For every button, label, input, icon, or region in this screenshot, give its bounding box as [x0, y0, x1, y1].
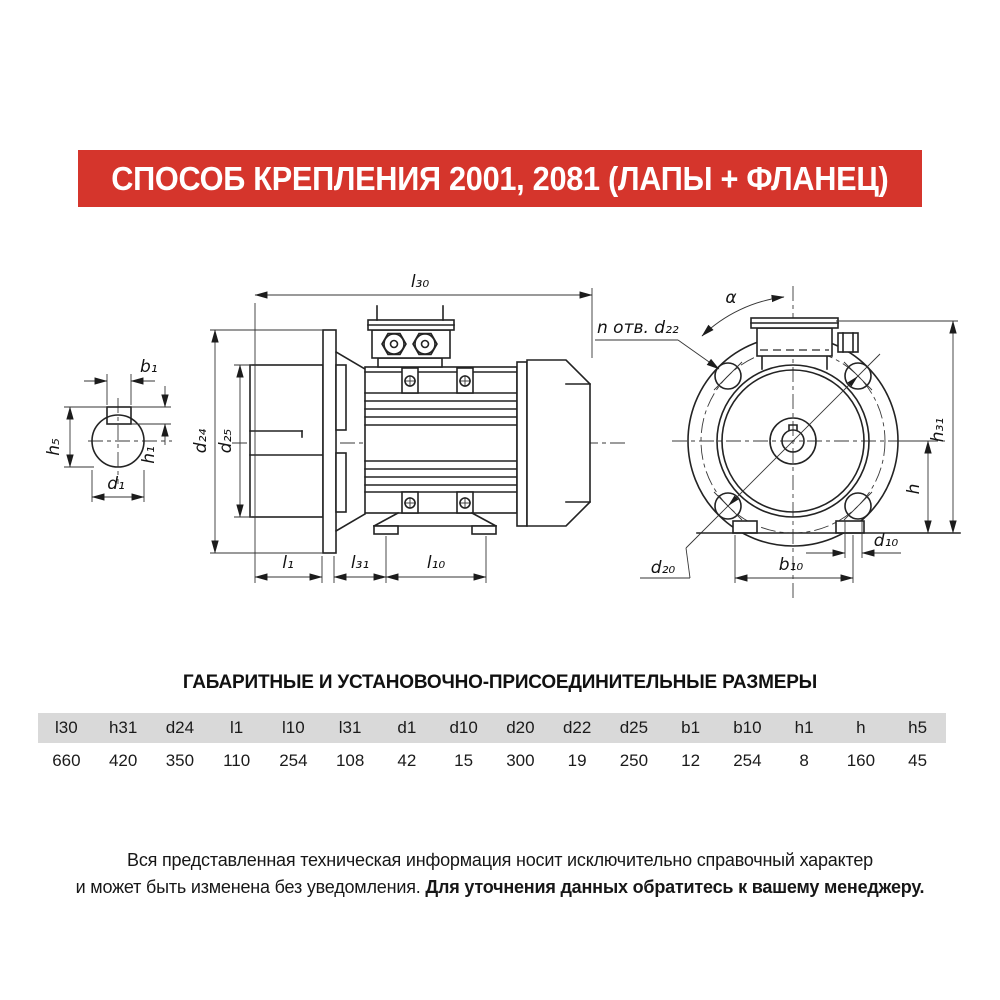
table-header-cell: d24 [165, 718, 195, 737]
table-title: ГАБАРИТНЫЕ И УСТАНОВОЧНО-ПРИСОЕДИНИТЕЛЬНЫЕ РАЗМЕРЫ [182, 672, 818, 693]
table-header-cell: d10 [449, 718, 478, 737]
table-header-cell: h31 [108, 718, 138, 737]
dim-label-d20: d₂₀ [650, 558, 676, 578]
table-header-cell: h1 [794, 718, 814, 737]
table-value-row [38, 743, 946, 779]
dim-label-d1: d₁ [107, 474, 125, 494]
dim-label-l1: l₁ [282, 553, 294, 573]
table-header-row [38, 713, 946, 743]
disclaimer-line-2 [0, 874, 1000, 901]
motor-body [365, 367, 517, 513]
table-value-cell: 254 [279, 751, 308, 770]
table-value-cell: 250 [619, 751, 649, 770]
dim-label-h: h [904, 483, 924, 495]
disclaimer [0, 847, 1000, 901]
table-header-cell: d20 [506, 718, 535, 737]
table-value-cell: 254 [733, 751, 762, 770]
table-value-cell: 108 [335, 751, 365, 770]
dim-label-l31: l₃₁ [350, 553, 370, 573]
table-header-cell: l1 [230, 718, 244, 737]
shaft-section-view [44, 357, 172, 502]
foot-front [836, 521, 864, 533]
foot-front [733, 521, 757, 533]
table-value-cell: 12 [681, 751, 701, 770]
table-header-cell: l30 [55, 718, 78, 737]
terminal-box-side [368, 306, 454, 367]
table-header-cell: d1 [397, 718, 417, 737]
motor-side-view [191, 272, 628, 583]
table-header-cell: h [856, 718, 866, 737]
table-header-cell: d22 [562, 718, 592, 737]
table-header-cell: l10 [282, 718, 305, 737]
table-value-cell: 19 [567, 751, 587, 770]
dim-label-h31: h₃₁ [928, 417, 948, 443]
flange-front-view [595, 286, 960, 600]
page-title: СПОСОБ КРЕПЛЕНИЯ 2001, 2081 (ЛАПЫ + ФЛАНЕЦ) [111, 159, 889, 197]
table-value-cell: 660 [52, 751, 81, 770]
table-header-cell: b1 [681, 718, 701, 737]
dim-label-b10: b₁₀ [778, 555, 804, 575]
table-value-cell: 300 [506, 751, 535, 770]
table-value-cell: 420 [108, 751, 138, 770]
dim-label-h5: h₅ [44, 438, 64, 456]
table-header-cell: d25 [619, 718, 649, 737]
disclaimer-line-2-regular: и может быть изменена без уведомления. [75, 877, 426, 897]
dim-label-l30: l₃₀ [410, 272, 430, 292]
dim-label-d10: d₁₀ [873, 531, 899, 551]
table-value-cell: 45 [908, 751, 928, 770]
technical-drawing [0, 255, 1000, 655]
dim-label-h1: h₁ [139, 446, 159, 464]
flange-plate [323, 330, 336, 553]
disclaimer-line-2-bold: Для уточнения данных обратитесь к вашему менеджеру. [425, 877, 925, 897]
dim-label-l10: l₁₀ [426, 553, 446, 573]
table-header-cell: h5 [908, 718, 928, 737]
dim-label-d24: d₂₄ [191, 428, 211, 454]
title-banner [78, 150, 922, 207]
table-value-cell: 15 [454, 751, 474, 770]
table-value-cell: 160 [846, 751, 876, 770]
dim-label-d25: d₂₅ [216, 428, 236, 454]
terminal-box-front [751, 318, 858, 369]
table-header-cell: l31 [338, 718, 362, 737]
mounting-feet-side [374, 513, 496, 534]
dim-label-alpha: α [725, 288, 737, 308]
disclaimer-line-1: Вся представленная техническая информация носит исключительно справочный характер [127, 850, 873, 870]
table-value-cell: 8 [799, 751, 809, 770]
table-value-cell: 110 [223, 751, 251, 770]
table-header-cell: b10 [733, 718, 762, 737]
holes-note-label: n отв. d₂₂ [597, 318, 679, 338]
table-value-cell: 350 [165, 751, 195, 770]
flange-spigot [250, 365, 323, 517]
dim-label-b1: b₁ [140, 357, 158, 377]
table-value-cell: 42 [397, 751, 417, 770]
rear-dome [527, 360, 590, 526]
